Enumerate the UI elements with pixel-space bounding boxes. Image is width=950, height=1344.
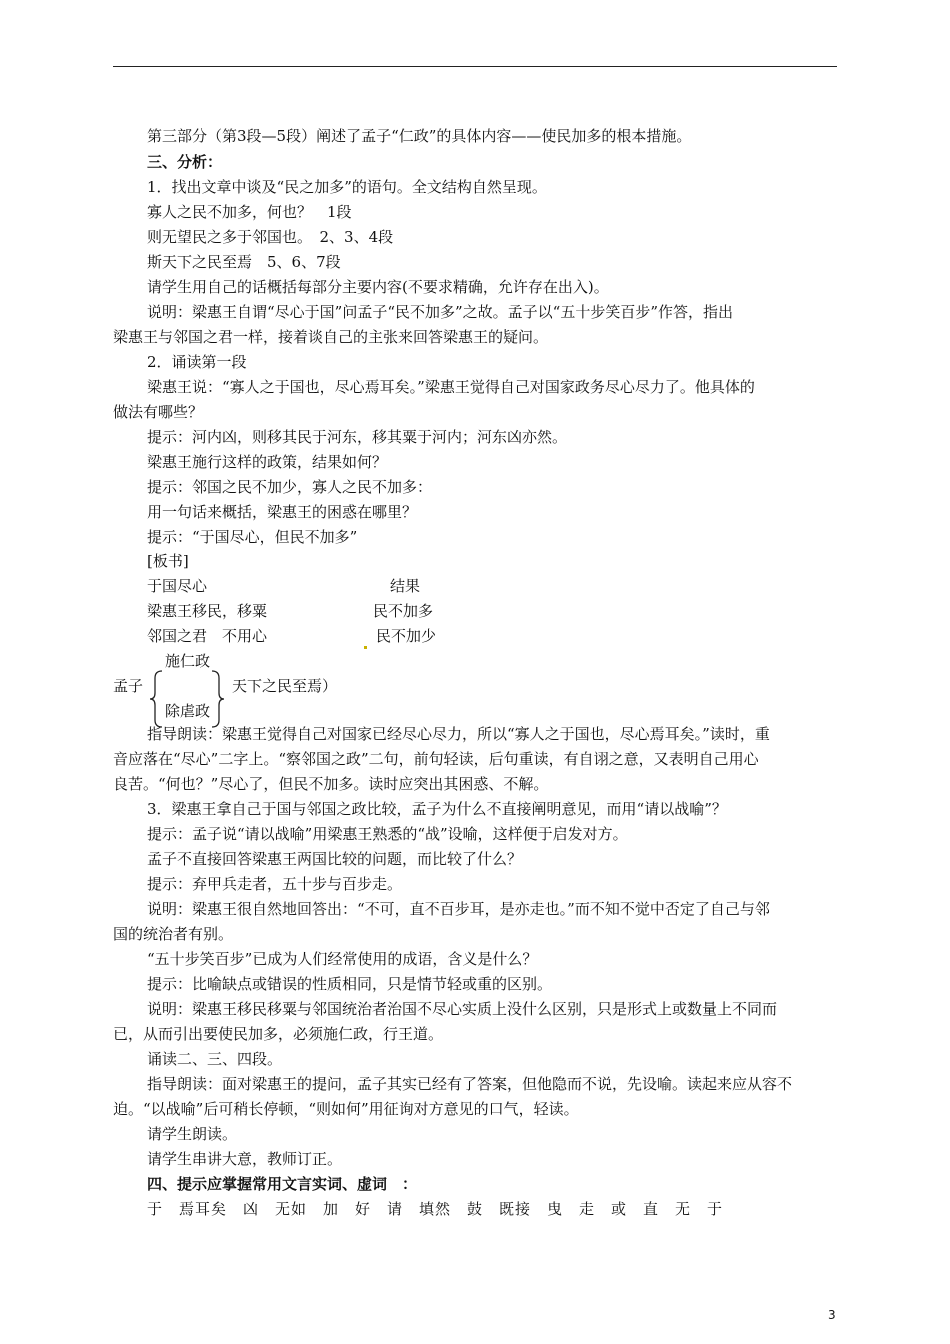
board-cell: 施仁政	[165, 652, 211, 670]
paragraph-line: 用一句话来概括，梁惠王的困惑在哪里？	[147, 503, 418, 521]
right-brace-icon	[210, 670, 226, 728]
marker-dot	[364, 632, 367, 652]
board-label: [板书]	[147, 552, 189, 570]
board-cell: 梁惠王移民，移粟	[147, 602, 268, 620]
board-cell: 邻国之君 不用心	[147, 627, 268, 645]
paragraph-line: 2．诵读第一段	[147, 353, 247, 371]
board-cell: 于国尽心	[147, 577, 208, 595]
paragraph-line: 提示：邻国之民不加少，寡人之民不加多：	[147, 478, 433, 496]
paragraph-line: 做法有哪些？	[113, 403, 204, 421]
paragraph-line: 迫。“以战喻”后可稍长停顿，“则如何”用征询对方意见的口气，轻读。	[113, 1100, 579, 1118]
paragraph-line: “五十步笑百步”已成为人们经常使用的成语，含义是什么？	[147, 950, 538, 968]
page-number: 3	[828, 1308, 836, 1322]
paragraph-line: 斯天下之民至焉 5、6、7段	[147, 253, 341, 271]
paragraph-line: 音应落在“尽心”二字上。“察邻国之政”二句，前句轻读，后句重读，有自诩之意，又表明自己用心	[113, 750, 759, 768]
paragraph-line: 第三部分（第3段—5段）阐述了孟子“仁政”的具体内容——使民加多的根本措施。	[147, 127, 692, 145]
section-heading: 三、分析：	[147, 153, 223, 171]
paragraph-line: 请学生用自己的话概括每部分主要内容(不要求精确，允许存在出入)。	[147, 278, 609, 296]
vocabulary-list: 于 焉耳矣 凶 无如 加 好 请 填然 鼓 既接 曳 走 或 直 无 于	[147, 1200, 724, 1218]
paragraph-line: 3．梁惠王拿自己于国与邻国之政比较，孟子为什么不直接阐明意见，而用“请以战喻”？	[147, 800, 727, 818]
paragraph-line: 提示：弃甲兵走者，五十步与百步走。	[147, 875, 403, 893]
left-brace-icon	[148, 670, 164, 728]
paragraph-line: 指导朗读：面对梁惠王的提问，孟子其实已经有了答案，但他隐而不说，先设喻。读起来应从容不	[147, 1075, 793, 1093]
paragraph-line: 指导朗读：梁惠王觉得自己对国家已经尽心尽力，所以“寡人之于国也，尽心焉耳矣。”读时，重	[147, 725, 770, 743]
paragraph-line: 梁惠王说：“寡人之于国也，尽心焉耳矣。”梁惠王觉得自己对国家政务尽心尽力了。他具体的	[147, 378, 755, 396]
paragraph-line: 诵读二、三、四段。	[147, 1050, 283, 1068]
paragraph-line: 说明：梁惠王移民移粟与邻国统治者治国不尽心实质上没什么区别，只是形式上或数量上不同而	[147, 1000, 778, 1018]
paragraph-line: 请学生朗读。	[147, 1125, 238, 1143]
paragraph-line: 请学生串讲大意，教师订正。	[147, 1150, 343, 1168]
board-cell: 结果	[390, 577, 421, 595]
paragraph-line: 孟子不直接回答梁惠王两国比较的问题，而比较了什么？	[147, 850, 523, 868]
header-rule	[113, 66, 837, 67]
paragraph-line: 梁惠王与邻国之君一样，接着谈自己的主张来回答梁惠王的疑问。	[113, 328, 549, 346]
board-cell: 民不加少	[376, 627, 437, 645]
paragraph-line: 提示：孟子说“请以战喻”用梁惠王熟悉的“战”设喻，这样便于启发对方。	[147, 825, 628, 843]
paragraph-line: 则无望民之多于邻国也。 2、3、4段	[147, 228, 394, 246]
board-cell: 天下之民至焉）	[232, 677, 338, 695]
paragraph-line: 提示：比喻缺点或错误的性质相同，只是情节轻或重的区别。	[147, 975, 553, 993]
board-cell: 孟子	[113, 677, 144, 695]
paragraph-line: 已，从而引出要使民加多，必须施仁政，行王道。	[113, 1025, 444, 1043]
paragraph-line: 国的统治者有别。	[113, 925, 234, 943]
paragraph-line: 寡人之民不加多，何也？ 1段	[147, 203, 352, 221]
paragraph-line: 良苦。“何也？”尽心了，但民不加多。读时应突出其困惑、不解。	[113, 775, 549, 793]
paragraph-line: 梁惠王施行这样的政策，结果如何？	[147, 453, 388, 471]
board-cell: 除虐政	[165, 702, 211, 720]
paragraph-line: 提示：“于国尽心，但民不加多”	[147, 528, 358, 546]
paragraph-line: 提示：河内凶，则移其民于河东，移其粟于河内；河东凶亦然。	[147, 428, 568, 446]
paragraph-line: 说明：梁惠王自谓“尽心于国”问孟子“民不加多”之故。孟子以“五十步笑百步”作答，指出	[147, 303, 734, 321]
board-cell: 民不加多	[373, 602, 434, 620]
section-heading: 四、提示应掌握常用文言实词、虚词 ：	[147, 1175, 418, 1193]
paragraph-line: 1．找出文章中谈及“民之加多”的语句。全文结构自然呈现。	[147, 178, 547, 196]
paragraph-line: 说明：梁惠王很自然地回答出：“不可，直不百步耳，是亦走也。”而不知不觉中否定了自己与邻	[147, 900, 770, 918]
